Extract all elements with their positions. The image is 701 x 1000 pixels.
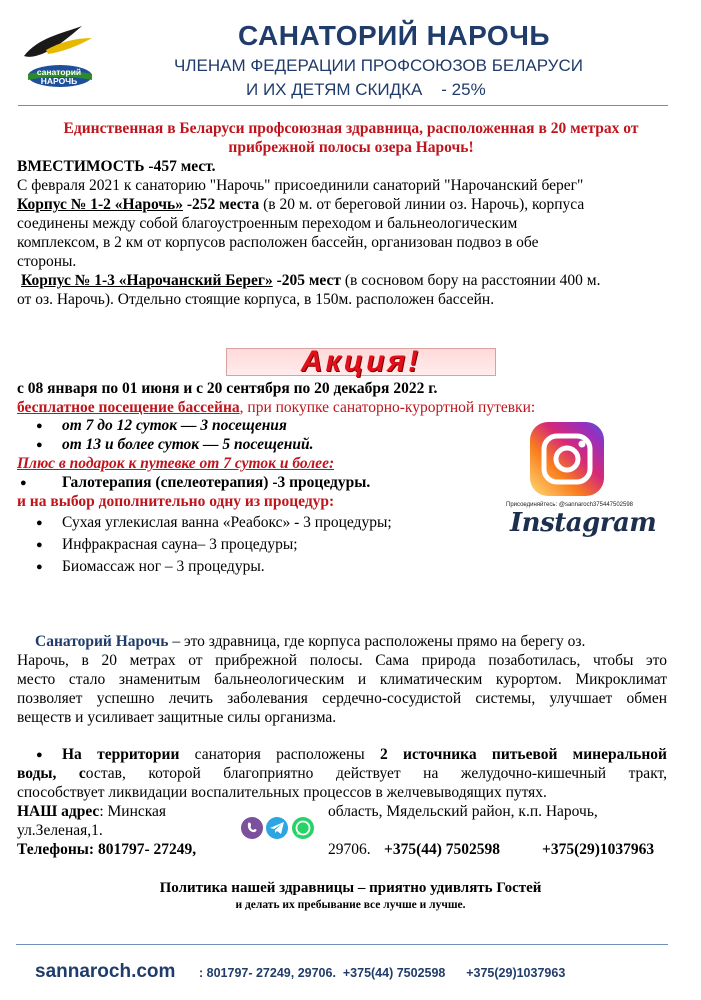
- instagram-caption: Присоединяйтесь: @sannaroch375447502598: [506, 502, 634, 508]
- header-divider: [18, 105, 668, 106]
- corpus-1-line2: соединены между собой благоустроенным переходом и бальнеологическим: [17, 215, 518, 232]
- headline: Единственная в Беларуси профсоюзная здравница, расположенная в 20 метрах от прибрежной полосы озера Нарочь!: [63, 120, 639, 156]
- footer-divider: [16, 944, 668, 945]
- promo-banner: [226, 345, 496, 378]
- about-line1: [35, 633, 585, 652]
- about-dash-text: – это здравница, где корпуса расположены прямо на берегу оз.: [168, 633, 586, 650]
- phone-3[interactable]: +375(29)1037963: [542, 841, 655, 858]
- policy-line1: Политика нашей здравницы – приятно удивлять Гостей: [159, 880, 542, 896]
- corpus-2-line1: [21, 272, 601, 291]
- corpus-1-label: Корпус № 1-2 «Нарочь»: [17, 196, 183, 213]
- halo-item: Галотерапия (спелеотерапия) -3 процедуры.: [62, 474, 371, 491]
- corpus-1-count: -252 места: [183, 196, 260, 213]
- choice-bullet-1: ●: [36, 517, 43, 529]
- about-line2: Нарочь, в 20 метрах от прибрежной полосы. Сама природа позаботилась, чтобы это: [17, 652, 667, 669]
- footer-phones: : 801797- 27249, 29706. +375(44) 7502598 +375(29)1037963: [199, 966, 566, 980]
- water-line3: способствует ликвидации воспалительных процессов в желчевыводящих путях.: [17, 784, 547, 801]
- address-label: НАШ адрес: [17, 803, 100, 820]
- capacity: ВМЕСТИМОСТЬ -457 мест.: [17, 158, 216, 175]
- merge-text: С февраля 2021 к санаторию "Нарочь" присоединили санаторий "Нарочанский берег": [17, 177, 584, 194]
- instagram-icon: [530, 422, 604, 496]
- corpus-2-count: -205 мест: [272, 272, 341, 289]
- logo-text: санаторий НАРОЧЬ: [36, 67, 82, 86]
- corpus-2-text: (в сосновом бору на расстоянии 400 м.: [341, 272, 601, 289]
- phones-a: : 801797- 27249,: [88, 841, 197, 858]
- address-a: : Минская: [99, 803, 167, 820]
- pool-free: бесплатное посещение бассейна: [17, 399, 240, 416]
- about-name: Санаторий Нарочь: [35, 633, 169, 650]
- instagram-wordmark: Instagram: [510, 508, 657, 538]
- about-line3: место стало знаменитым бальнеологическим и климатическим курортом. Микроклимат: [17, 671, 667, 688]
- messenger-icons: [240, 816, 316, 840]
- address-c: ул.Зеленая,1.: [17, 822, 103, 839]
- whatsapp-icon[interactable]: [292, 817, 314, 839]
- pool-bullet-1: ●: [36, 420, 43, 432]
- water-bold-1: На территории: [62, 746, 180, 763]
- water-bullet: ●: [36, 749, 43, 761]
- phones-b: [328, 841, 371, 860]
- water-mid: санатория расположены: [179, 746, 380, 763]
- viber-icon[interactable]: [241, 817, 263, 839]
- promo-banner-text: Акция!: [300, 345, 422, 378]
- phones-line: [17, 841, 196, 860]
- choice-2: Инфракрасная сауна– 3 процедуры;: [62, 536, 298, 553]
- water-line2: [17, 765, 667, 784]
- pool-bullet-2: ●: [36, 439, 43, 451]
- instagram-logo[interactable]: [530, 422, 604, 496]
- pool-offer: [17, 399, 535, 418]
- water-rest: остав, которой благоприятно действует на желудочно-кишечный тракт,: [85, 765, 667, 782]
- address-b: область, Мядельский район, к.п. Нарочь,: [328, 803, 598, 820]
- promo-dates: с 08 января по 01 июня и с 20 сентября по 20 декабря 2022 г.: [17, 380, 438, 397]
- logo: [16, 20, 100, 90]
- choice-bullet-2: ●: [36, 539, 43, 551]
- corpus-1-line4: стороны.: [17, 253, 77, 270]
- telegram-icon[interactable]: [266, 817, 288, 839]
- corpus-1-line3: комплексом, в 2 км от корпусов расположен бассейн, организован подвоз в обе: [17, 234, 539, 251]
- water-bold-3: воды, с: [17, 765, 86, 782]
- about-line4: позволяет успешно лечить заболевания сердечно-сосудистой системы, улучшает обмен: [17, 690, 667, 707]
- phones-b-text: 29706.: [328, 841, 371, 858]
- footer-site[interactable]: sannaroch.com: [35, 961, 176, 982]
- phone-2[interactable]: +375(44) 7502598: [384, 841, 501, 858]
- corpus-2-line2: от оз. Нарочь). Отдельно стоящие корпуса, в 150м. расположен бассейн.: [17, 291, 495, 308]
- page-title: САНАТОРИЙ НАРОЧЬ: [238, 20, 551, 51]
- address-line: [17, 803, 166, 822]
- policy-line2: и делать их пребывание все лучше и лучше.: [235, 899, 466, 911]
- water-bold-2: 2 источника питьевой минеральной: [379, 746, 667, 763]
- choice-bullet-3: ●: [36, 561, 43, 573]
- pool-item-1: от 7 до 12 суток — 3 посещения: [62, 417, 287, 434]
- corpus-2-label: Корпус № 1-3 «Нарочанский Берег»: [21, 272, 273, 289]
- choice-3: Биомассаж ног – 3 процедуры.: [62, 558, 265, 575]
- about-line5: веществ и усиливает защитные силы организма.: [17, 709, 337, 726]
- corpus-1-line1: [17, 196, 584, 215]
- pool-rest: , при покупке санаторно-курортной путевки:: [239, 399, 536, 416]
- subtitle-discount: И ИХ ДЕТЯМ СКИДКА - 25%: [246, 80, 486, 99]
- pool-item-2: от 13 и более суток — 5 посещений.: [62, 436, 314, 453]
- choice-1: Сухая углекислая ванна «Реабокс» - 3 процедуры;: [62, 514, 392, 531]
- halo-bullet: ●: [20, 477, 27, 489]
- gift-line: Плюс в подарок к путевке от 7 суток и более:: [17, 455, 335, 472]
- water-line1: [62, 746, 667, 765]
- phones-label: Телефоны: [17, 841, 89, 858]
- choose-line: и на выбор дополнительно одну из процедур:: [17, 493, 335, 510]
- subtitle-federation: ЧЛЕНАМ ФЕДЕРАЦИИ ПРОФСОЮЗОВ БЕЛАРУСИ: [174, 56, 583, 75]
- corpus-1-text: (в 20 м. от береговой линии оз. Нарочь), корпуса: [259, 196, 585, 213]
